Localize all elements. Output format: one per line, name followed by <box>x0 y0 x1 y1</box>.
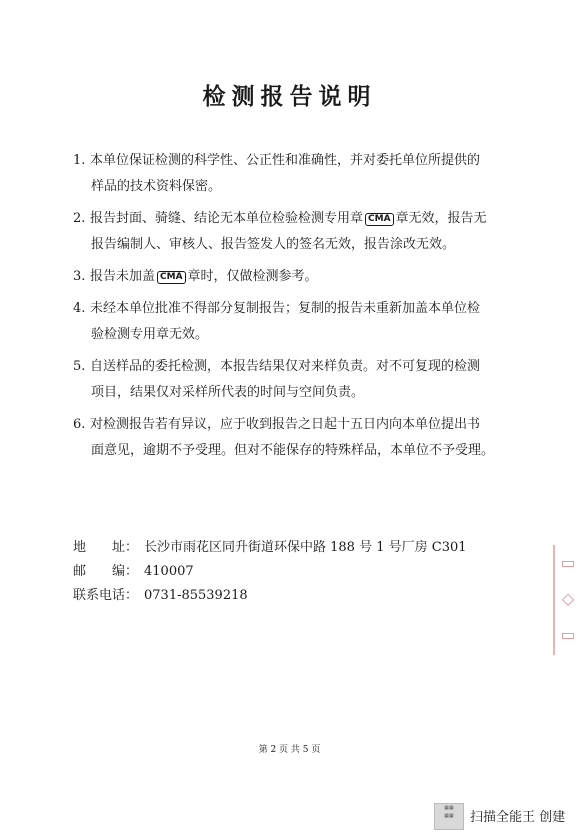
list-item <box>73 264 513 290</box>
item-text-part: 报告封面、骑缝、结论无本单位检验检测专用章 <box>90 211 364 226</box>
item-text: 验检测专用章无效。 <box>91 327 209 342</box>
postcode-value: 410007 <box>144 564 194 579</box>
phone-row <box>73 584 467 608</box>
seam-stamp-icon: ▭ ◇ ▭ <box>553 545 579 655</box>
page-number: 第 2 页 共 5 页 <box>258 745 321 755</box>
item-text: 样品的技术资料保密。 <box>91 179 222 194</box>
item-number: 6. <box>73 417 86 432</box>
item-text: 自送样品的委托检测，本报告结果仅对来样负责。对不可复现的检测 <box>90 359 481 374</box>
item-text <box>73 264 513 290</box>
cma-mark-icon: CMA <box>157 271 186 284</box>
list-item <box>73 296 513 348</box>
item-text: 未经本单位批准不得部分复制报告；复制的报告未重新加盖本单位检 <box>90 301 481 316</box>
address-row <box>73 536 467 560</box>
address-value: 长沙市雨花区同升街道环保中路 188 号 1 号厂房 C301 <box>144 540 467 555</box>
item-text: 项目，结果仅对采样所代表的时间与空间负责。 <box>91 385 365 400</box>
item-text: 报告编制人、审核人、报告签发人的签名无效，报告涂改无效。 <box>91 237 456 252</box>
item-number: 3. <box>73 269 86 284</box>
item-number: 2. <box>73 211 86 226</box>
cma-mark-icon: CMA <box>365 213 394 226</box>
item-text-part: 章时，仅做检测参考。 <box>187 269 318 284</box>
item-text <box>73 206 513 232</box>
page-title: 检测报告说明 <box>202 83 377 110</box>
item-text: 本单位保证检测的科学性、公正性和准确性，并对委托单位所提供的 <box>90 153 481 168</box>
list-item <box>73 206 513 258</box>
list-item <box>73 148 513 200</box>
address-label: 地 址： <box>73 540 139 555</box>
item-number: 4. <box>73 301 86 316</box>
postcode-row <box>73 560 467 584</box>
scanner-logo-icon: ▦▦ ▦▦ <box>434 803 464 830</box>
watermark-text: 扫描全能王 创建 <box>470 810 566 825</box>
phone-value: 0731-85539218 <box>144 588 248 603</box>
list-item <box>73 412 513 464</box>
item-text-part: 报告未加盖 <box>90 269 156 284</box>
item-text: 面意见，逾期不予受理。但对不能保存的特殊样品，本单位不予受理。 <box>91 443 495 458</box>
notes-list <box>73 148 513 470</box>
item-number: 5. <box>73 359 86 374</box>
item-text: 对检测报告若有异议，应于收到报告之日起十五日内向本单位提出书 <box>90 417 481 432</box>
item-text-part: 章无效，报告无 <box>395 211 487 226</box>
item-number: 1. <box>73 153 86 168</box>
phone-label: 联系电话： <box>73 588 139 603</box>
list-item <box>73 354 513 406</box>
contact-info <box>73 536 467 608</box>
postcode-label: 邮 编： <box>73 564 139 579</box>
